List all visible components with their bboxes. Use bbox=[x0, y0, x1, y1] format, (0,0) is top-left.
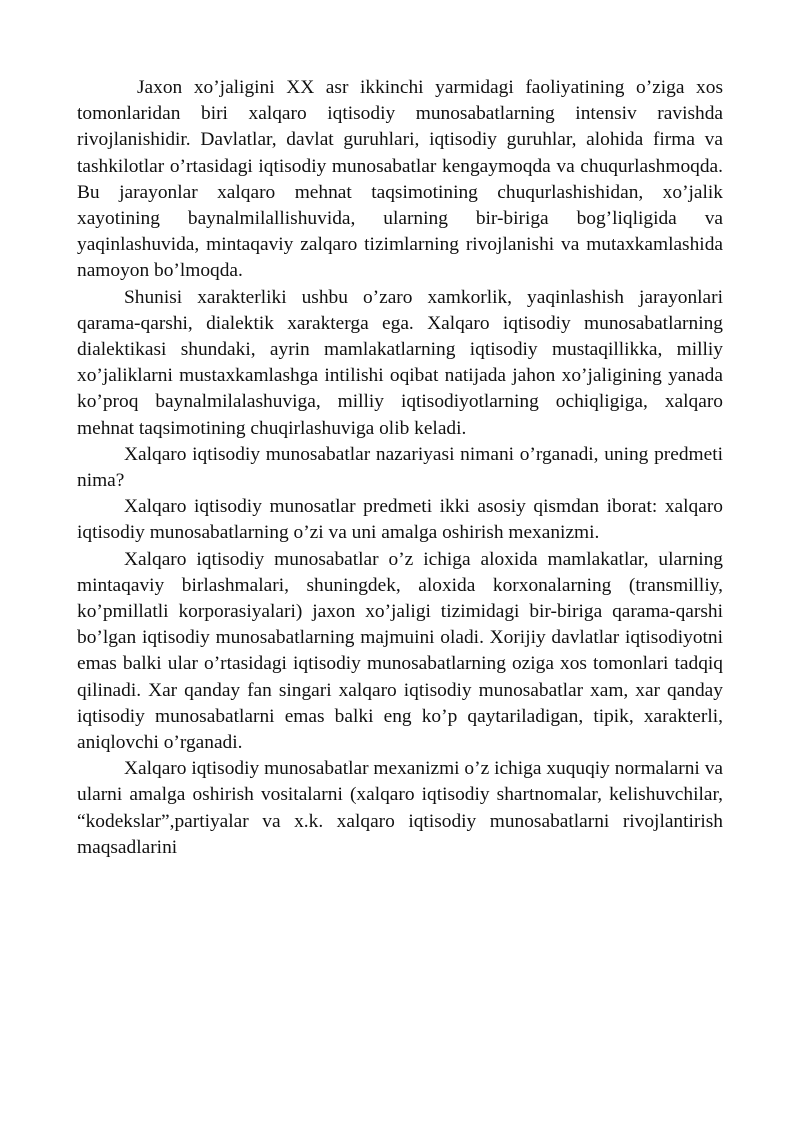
paragraph: Xalqaro iqtisodiy munosabatlar o’z ichiga aloxida mamlakatlar, ularning mintaqaviy birlashmalari, shuningdek, aloxida korxonalarning (transmilliy, ko’pmillatli korporasiyalari) jaxon xo’jaligi tizimidagi bir-biriga qarama-qarshi bo’lgan iqtisodiy munosabatlarning majmuini oladi. Xorijiy davlatlar iqtisodiyotni emas balki ular o’rtasidagi iqtisodiy munosabatlarning oziga xos tomonlari tadqiq qilinadi. Xar qanday fan singari xalqaro iqtisodiy munosabatlar xam, xar qanday iqtisodiy munosabatlarni emas balki eng ko’p qaytariladigan, tipik, xarakterli, aniqlovchi o’rganadi. bbox=[77, 548, 723, 754]
paragraph: Jaxon xo’jaligini XX asr ikkinchi yarmidagi faoliyatining o’ziga xos tomonlaridan biri xalqaro iqtisodiy munosabatlarning intensiv ravishda rivojlanishidir. Davlatlar, davlat guruhlari, iqtisodiy guruhlar, alohida firma va tashkilotlar o’rtasidagi iqtisodiy munosabatlar kengaymoqda va chuqurlashmoqda. Bu jarayonlar xalqaro mehnat taqsimotining chuqurlashishidan, xo’jalik xayotining baynalmilallishuvida, ularning bir-biriga bog’liqligida va yaqinlashuvida, mintaqaviy zalqaro tizimlarning rivojlanishi va mutaxkamlashida namoyon bo’lmoqda. bbox=[77, 77, 723, 282]
paragraph: Xalqaro iqtisodiy munosatlar predmeti ikki asosiy qismdan iborat: xalqaro iqtisodiy munosabatlarning o’zi va uni amalga oshirish mexanizmi. bbox=[77, 496, 723, 544]
paragraph: Xalqaro iqtisodiy munosabatlar mexanizmi o’z ichiga xuquqiy normalarni va ularni amalga oshirish vositalarni (xalqaro iqtisodiy shartnomalar, kelishuvchilar, “kodekslar”,partiyalar va x.k. xalqaro iqtisodiy munosabatlarni rivojlantirish maqsadlarini bbox=[77, 758, 723, 858]
paragraph: Shunisi xarakterliki ushbu o’zaro xamkorlik, yaqinlashish jarayonlari qarama-qarshi, dialektik xarakterga ega. Xalqaro iqtisodiy munosabatlarning dialektikasi shundaki, ayrin mamlakatlarning iqtisodiy mustaqillikka, milliy xo’jaliklarni mustaxkamlashga intilishi oqibat natijada jahon xo’jaligining yanada ko’proq baynalmilalashuviga, milliy iqtisodiyotlarning ochiqligiga, xalqaro mehnat taqsimotining chuqirlashuviga olib keladi. bbox=[77, 286, 723, 439]
paragraph: Xalqaro iqtisodiy munosabatlar nazariyasi nimani o’rganadi, uning predmeti nima? bbox=[77, 443, 723, 492]
document-page bbox=[77, 75, 723, 861]
